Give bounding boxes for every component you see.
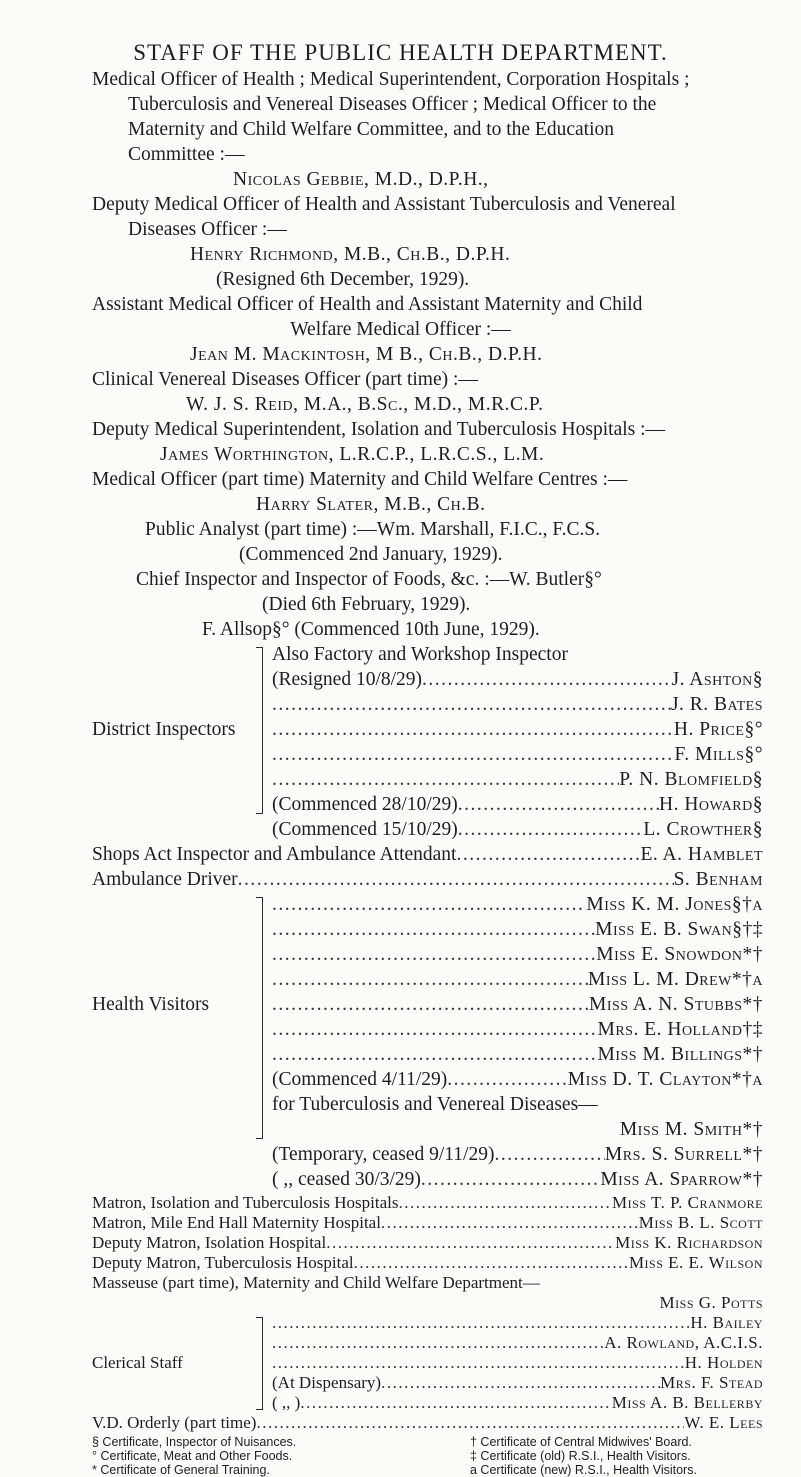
district-row: ..... P. N. Blomfield§ xyxy=(272,768,763,792)
matron-row: Matron, Isolation and Tuberculosis Hospitals ..... Miss T. P. Cranmore xyxy=(92,1193,763,1213)
deputy-superintendent-line: Deputy Medical Superintendent, Isolation and Tuberculosis Hospitals :— xyxy=(92,419,666,440)
page-title: STAFF OF THE PUBLIC HEALTH DEPARTMENT. xyxy=(133,40,668,65)
vd-orderly-row: V.D. Orderly (part time) ..... W. E. Lees xyxy=(92,1413,763,1433)
clerical-row: (At Dispensary) ..... Mrs. F. Stead xyxy=(272,1373,763,1393)
chief-inspector-line: Chief Inspector and Inspector of Foods, &c. :—W. Butler§° xyxy=(136,569,602,590)
moh-line-3: Maternity and Child Welfare Committee, and to the Education xyxy=(128,119,614,140)
clerical-staff-label: Clerical Staff xyxy=(92,1353,183,1372)
clerical-brace-lower xyxy=(256,1363,263,1410)
health-visitors-label: Health Visitors xyxy=(92,994,210,1015)
masseuse-name: Miss G. Potts xyxy=(659,1293,763,1312)
tb-visitors-line: for Tuberculosis and Venereal Diseases— xyxy=(272,1094,598,1115)
temporary-visitor-row: ( ,, ceased 30/3/29) ..... Miss A. Sparrow*† xyxy=(272,1168,763,1192)
deputy-moh-name: Henry Richmond, M.B., Ch.B., D.P.H. xyxy=(190,244,511,265)
temporary-visitor-row: (Temporary, ceased 9/11/29) ..... Mrs. S. Surrell*† xyxy=(272,1143,763,1167)
clerical-row: ..... H. Holden xyxy=(272,1353,763,1373)
district-row: (Commenced 28/10/29) ..... H. Howard§ xyxy=(272,793,763,817)
deputy-superintendent-name: James Worthington, L.R.C.P., L.R.C.S., L.M. xyxy=(160,444,545,465)
health-visitor-row: ..... Miss A. N. Stubbs*† xyxy=(272,993,763,1017)
district-inspectors-label: District Inspectors xyxy=(92,719,236,740)
health-visitor-row: ..... Miss L. M. Drew*†a xyxy=(272,968,763,992)
health-visitor-row: (Commenced 4/11/29) ..... Miss D. T. Clayton*†a xyxy=(272,1068,763,1092)
public-analyst-line: Public Analyst (part time) :—Wm. Marshall, F.I.C., F.C.S. xyxy=(145,519,601,540)
health-visitor-row: ..... Mrs. E. Holland†‡ xyxy=(272,1018,763,1042)
allsop-line: F. Allsop§° (Commenced 10th June, 1929). xyxy=(202,619,540,640)
ambulance-driver-row: Ambulance Driver ..... S. Benham xyxy=(92,868,763,892)
deputy-moh-line-2: Diseases Officer :— xyxy=(128,219,287,240)
footnote-left: § Certificate, Inspector of Nuisances. xyxy=(92,1435,297,1449)
asst-moh-name: Jean M. Mackintosh, M B., Ch.B., D.P.H. xyxy=(190,344,543,365)
public-analyst-note: (Commenced 2nd January, 1929). xyxy=(239,544,503,565)
moh-line-1: Medical Officer of Health ; Medical Superintendent, Corporation Hospitals ; xyxy=(92,69,690,90)
district-row: (Commenced 15/10/29) ..... L. Crowther§ xyxy=(272,818,763,842)
asst-moh-line-1: Assistant Medical Officer of Health and Assistant Maternity and Child xyxy=(92,294,643,315)
district-row: ..... H. Price§° xyxy=(272,718,763,742)
shops-inspector-row: Shops Act Inspector and Ambulance Attendant ..... E. A. Hamblet xyxy=(92,843,763,867)
masseuse-line: Masseuse (part time), Maternity and Child Welfare Department— xyxy=(92,1273,540,1292)
moh-name: Nicolas Gebbie, M.D., D.P.H., xyxy=(233,169,489,190)
health-visitor-row: ..... Miss E. Snowdon*† xyxy=(272,943,763,967)
clerical-row: ..... A. Rowland, A.C.I.S. xyxy=(272,1333,763,1353)
clinical-officer-line: Clinical Venereal Diseases Officer (part time) :— xyxy=(92,369,478,390)
deputy-moh-note: (Resigned 6th December, 1929). xyxy=(216,269,470,290)
clinical-officer-name: W. J. S. Reid, M.A., B.Sc., M.D., M.R.C.P. xyxy=(186,394,544,415)
tb-visitor-name: Miss M. Smith*† xyxy=(619,1119,763,1140)
deputy-moh-line-1: Deputy Medical Officer of Health and Assistant Tuberculosis and Venereal xyxy=(92,194,676,215)
clerical-row: ( ,, ) ..... Miss A. B. Bellerby xyxy=(272,1393,763,1413)
district-row: (Resigned 10/8/29) ..... J. Ashton§ xyxy=(272,668,763,692)
health-brace-lower xyxy=(256,1002,263,1139)
mo-part-time-line: Medical Officer (part time) Maternity and Child Welfare Centres :— xyxy=(92,469,628,490)
health-visitor-row: ..... Miss K. M. Jones§†a xyxy=(272,893,763,917)
clerical-brace-upper xyxy=(256,1317,263,1364)
health-visitor-row: ..... Miss E. B. Swan§†‡ xyxy=(272,918,763,942)
matron-row: Deputy Matron, Isolation Hospital ..... Miss K. Richardson xyxy=(92,1233,763,1253)
matron-row: Matron, Mile End Hall Maternity Hospital ..... Miss B. L. Scott xyxy=(92,1213,763,1233)
chief-inspector-note: (Died 6th February, 1929). xyxy=(262,594,471,615)
district-row-note: Also Factory and Workshop Inspector xyxy=(272,644,568,665)
footnote-right: ‡ Certificate (old) R.S.I., Health Visitors. xyxy=(470,1449,691,1463)
footnote-left: * Certificate of General Training. xyxy=(92,1463,270,1477)
district-brace-lower xyxy=(256,727,263,814)
matron-row: Deputy Matron, Tuberculosis Hospital ..... Miss E. E. Wilson xyxy=(92,1253,763,1273)
district-brace-upper xyxy=(256,647,263,728)
health-brace-upper xyxy=(256,897,263,1003)
district-row: ..... J. R. Bates xyxy=(272,693,763,717)
clerical-row: ..... H. Bailey xyxy=(272,1313,763,1333)
mo-part-time-name: Harry Slater, M.B., Ch.B. xyxy=(256,494,486,515)
footnote-right: † Certificate of Central Midwives' Board. xyxy=(470,1435,692,1449)
footnote-left: ° Certificate, Meat and Other Foods. xyxy=(92,1449,293,1463)
health-visitor-row: ..... Miss M. Billings*† xyxy=(272,1043,763,1067)
moh-line-2: Tuberculosis and Venereal Diseases Officer ; Medical Officer to the xyxy=(128,94,657,115)
district-row: ..... F. Mills§° xyxy=(272,743,763,767)
asst-moh-line-2: Welfare Medical Officer :— xyxy=(290,319,511,340)
moh-line-4: Committee :— xyxy=(128,144,245,165)
footnote-right: a Certificate (new) R.S.I., Health Visitors. xyxy=(470,1463,697,1477)
